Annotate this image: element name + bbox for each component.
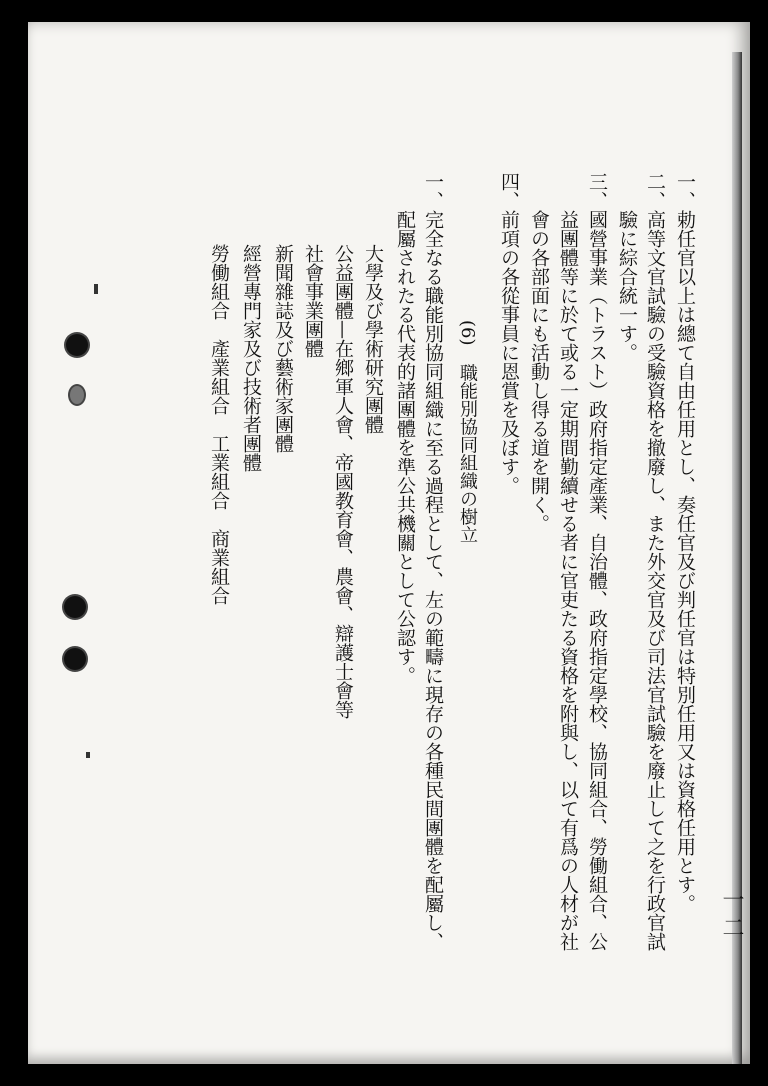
item-text: 會の各部面にも活動し得る道を開く。	[528, 210, 550, 533]
category-item: 新聞雜誌及び藝術家團體	[272, 244, 294, 453]
ink-speck	[86, 752, 90, 758]
category-item: 經營專門家及び技術者團體	[240, 244, 262, 472]
item-marker: 二、	[644, 172, 666, 210]
category-item: 社會事業團體	[302, 244, 324, 358]
section-heading	[452, 320, 482, 544]
item-4	[494, 172, 524, 495]
category-item: 大學及び學術研究團體	[362, 244, 384, 434]
item-3-continued-1	[553, 210, 583, 951]
item-text: 完全なる職能別協同組織に至る過程として、左の範疇に現存の各種民間團體を配屬し、	[422, 210, 444, 951]
item-text: 前項の各從事員に恩賞を及ぼす。	[498, 210, 520, 495]
binding-hole	[64, 648, 86, 670]
item-marker: 四、	[498, 172, 520, 210]
page-number: 一二	[719, 888, 744, 944]
section-number: (6)	[457, 320, 478, 346]
item-1	[670, 172, 700, 913]
item-text: 高等文官試驗の受驗資格を撤廢し、また外交官及び司法官試驗を廢止して之を行政官試	[644, 210, 666, 951]
ink-speck	[94, 284, 98, 294]
section-title: 職能別協同組織の樹立	[457, 363, 478, 544]
item-text: 益團體等に於て或る一定期間勤續せる者に官吏たる資格を附與し、以て有爲の人材が社	[557, 210, 579, 951]
item-text: 勅任官以上は總て自由任用とし、奏任官及び判任官は特別任用又は資格任用とす。	[674, 210, 696, 913]
category-item: 公益團體—在鄉軍人會、帝國教育會、農會、辯護士會等	[332, 244, 354, 719]
item-text: 國營事業（トラスト）政府指定產業、自治體、政府指定學校、協同組合、勞働組合、公	[586, 210, 608, 951]
item-3-continued-2	[524, 210, 554, 533]
binding-hole-faint	[70, 386, 84, 404]
binding-hole	[64, 596, 86, 618]
item-2-continued	[612, 210, 642, 362]
document-page	[28, 22, 750, 1064]
item-2	[640, 172, 670, 951]
item-marker: 一、	[422, 172, 444, 210]
binding-hole	[66, 334, 88, 356]
item-marker: 三、	[586, 172, 608, 210]
item-text: 配屬されたる代表的諸團體を準公共機關として公認す。	[394, 210, 416, 685]
item-marker: 一、	[674, 172, 696, 210]
item-3	[582, 172, 612, 951]
category-item: 勞働組合 產業組合 工業組合 商業組合	[208, 244, 230, 605]
section-item-1-continued	[390, 210, 420, 685]
item-text: 驗に綜合統一す。	[616, 210, 638, 362]
section-item-1	[418, 172, 448, 951]
